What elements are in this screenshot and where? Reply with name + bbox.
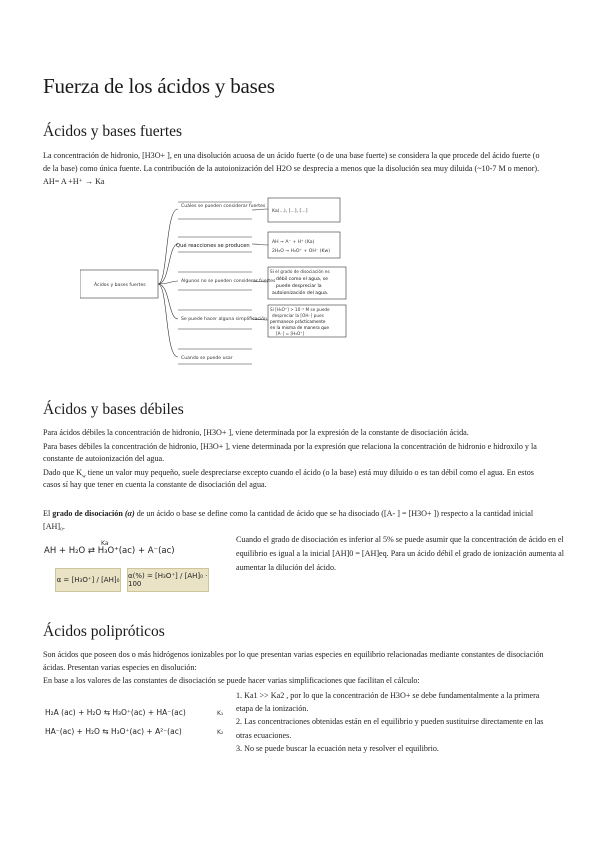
mindmap-branch-label: Algunos no se pueden considerar fuertes xyxy=(181,279,276,284)
simplification-item: etapa de la ionización. xyxy=(236,704,309,713)
mindmap-result-text: [A⁻] = [H₃O⁺] xyxy=(276,331,305,336)
mindmap-result-text: puede despreciar la xyxy=(276,284,322,289)
paragraph-line: El grado de disociación (α) de un ácido o base se define como la cantidad de ácido que se ha disociado ([A- ] = [H3O+ ]) respecto a la cantidad inicial xyxy=(43,509,534,518)
paragraph-line: La concentración de hidronio, [H3O+ ], en una disolución acuosa de un ácido fuerte (o de una base fuerte) se considera la que procede del ácido fuerte (o xyxy=(43,151,540,160)
mindmap-root-label: Ácidos y bases fuertes xyxy=(94,283,146,288)
simplification-item: 3. No se puede buscar la ecuación neta y resolver el equilibrio. xyxy=(236,744,439,753)
paragraph-line: En base a los valores de las constantes de disociación se puede hacer varias simplificaciones que facilitan el cálculo: xyxy=(43,676,420,685)
section-heading-strong: Ácidos y bases fuertes xyxy=(43,123,183,140)
mindmap-result-text: Si el grado de disociación es xyxy=(270,269,330,274)
paragraph-line: constante de autoionización del agua. xyxy=(43,454,165,463)
alpha-percent-formula-box: α(%) = [H₃O⁺] / [AH]₀ · 100 xyxy=(127,568,209,592)
paragraph-line: aumentar la dilución del ácido. xyxy=(236,563,337,572)
mindmap-result-text: Ka(...), [...], [...] xyxy=(272,209,308,214)
mindmap-result-box xyxy=(268,232,340,258)
mindmap-result-text: en la misma de manera que xyxy=(270,325,329,330)
section-heading-weak: Ácidos y bases débiles xyxy=(43,401,184,418)
mindmap-result-text: Si [H₃O⁺] > 10⁻⁶ M se puede xyxy=(270,307,330,312)
simplification-item: otras ecuaciones. xyxy=(236,731,292,740)
alpha-formula-box: α = [H₃O⁺] / [AH]₀ xyxy=(55,568,121,592)
page-title: Fuerza de los ácidos y bases xyxy=(43,74,275,98)
mindmap-branch-label: Se puede hacer alguna simplificación xyxy=(181,317,267,322)
mindmap-branch-label: Qué reacciones se producen xyxy=(176,243,250,249)
mindmap-result-text: AH → A⁻ + H⁺ (Ka) xyxy=(272,240,315,245)
mindmap-result-text: autoionización del agua. xyxy=(272,291,329,296)
paragraph-line: Dado que $K_w$ tiene un valor muy pequeño, suele despreciarse excepto cuando el ácido (o la base) está muy diluido o es tan débil como el agua. En estos xyxy=(43,468,534,480)
mindmap-result-text: 2H₂O → H₃O⁺ + OH⁻ (Kw) xyxy=(272,249,331,254)
dissociation-equation: AH + H₂O ⇄ H₃O⁺(ac) + A⁻(ac) xyxy=(44,546,175,556)
mindmap-branch-label: Cuando se puede usar xyxy=(181,356,233,361)
mindmap-result-text: despreciar la [OH⁻] pues xyxy=(272,313,324,318)
section-heading-polyprotic: Ácidos polipróticos xyxy=(43,623,165,640)
simplification-item: 1. Ka1 >> Ka2 , por lo que la concentración de H3O+ se debe fundamentalmente a la primera xyxy=(236,691,540,700)
paragraph-line: equilibrio es igual a la inicial [AH]0 = [AH]eq. Para un ácido débil el grado de ionización aumenta al xyxy=(236,549,564,558)
paragraph-line: Cuando el grado de disociación es inferior al 5% se puede asumir que la concentración de ácido en el xyxy=(236,535,564,544)
paragraph-line: de la base) como única fuente. La contribución de la autoionización del H2O se desprecia a menos que la disolución sea muy diluida (~10-7 M o menor). xyxy=(43,164,540,173)
equation-constant: K₁ xyxy=(217,710,224,717)
paragraph-line: AH= A +H⁺ → Ka xyxy=(43,177,105,186)
paragraph-line: Son ácidos que poseen dos o más hidrógenos ionizables por lo que presentan varias especies en equilibrio relacionadas mediante constantes de disociación xyxy=(43,650,544,659)
paragraph-line: Para bases débiles la concentración de hidronio, [H3O+ ], viene determinada por la expresión que relaciona la concentración de hidronio e hidroxilo y la xyxy=(43,442,537,451)
simplification-item: 2. Las concentraciones obtenidas están en el equilibrio y pueden sustituirse directamente en las xyxy=(236,717,544,726)
paragraph-line: Para ácidos débiles la concentración de hidronio, [H3O+ ], viene determinada por la expresión de la constante de disociación ácida. xyxy=(43,428,469,437)
strong-acids-mindmap xyxy=(80,197,350,379)
paragraph-line: casos sí hay que tener en cuenta la constante de disociación del agua. xyxy=(43,480,267,489)
mindmap-result-text: débil como el agua, se xyxy=(276,277,328,282)
mindmap-branch-label: Cuáles se pueden considerar fuertes xyxy=(181,204,266,209)
polyprotic-equation-1: H₂A (ac) + H₂O ⇆ H₃O⁺(ac) + HA⁻(ac) xyxy=(45,708,186,717)
mindmap-result-text: permanece prácticamente xyxy=(270,319,326,324)
paragraph-line: [AH]₀. xyxy=(43,522,65,531)
polyprotic-equation-2: HA⁻(ac) + H₂O ⇆ H₃O⁺(ac) + A²⁻(ac) xyxy=(45,727,182,736)
paragraph-line: ácidas. Presentan varias especies en disolución: xyxy=(43,663,197,672)
equation-constant: K₂ xyxy=(217,729,224,736)
equation-constant: Ka xyxy=(101,540,109,547)
